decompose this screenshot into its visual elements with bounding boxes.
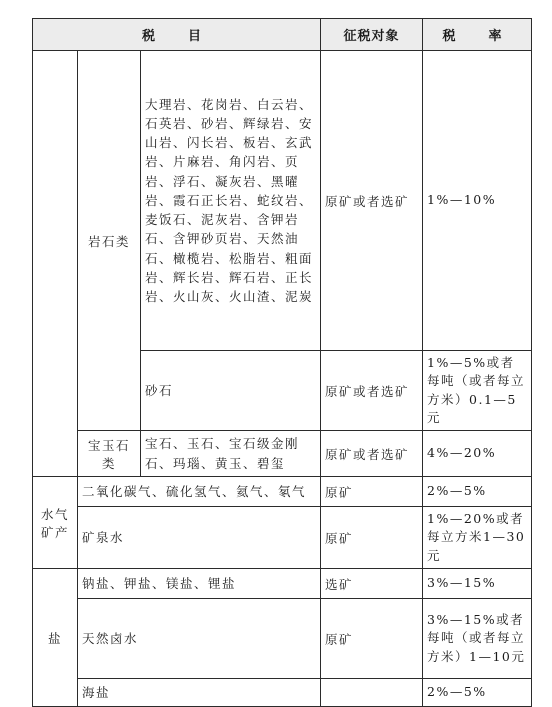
tax-object: 原矿或者选矿 <box>321 351 423 431</box>
tax-items: 大理岩、花岗岩、白云岩、石英岩、砂岩、辉绿岩、安山岩、闪长岩、板岩、玄武岩、片麻岩、角闪岩、页岩、浮石、凝灰岩、黑曜岩、霞石正长岩、蛇纹岩、麦饭石、泥灰岩、含钾岩石、含钾砂页岩、天然油石、橄榄岩、松脂岩、粗面岩、辉长岩、辉石岩、正长岩、火山灰、火山渣、泥炭 <box>141 51 321 351</box>
tax-object: 原矿 <box>321 477 423 507</box>
table-row <box>33 51 532 351</box>
category-nonmetal <box>33 51 78 477</box>
tax-items: 砂石 <box>141 351 321 431</box>
tax-object: 原矿 <box>321 599 423 679</box>
table-row <box>33 477 532 507</box>
tax-rate: 1%—5%或者每吨（或者每立方米）0.1—5元 <box>423 351 532 431</box>
table-row <box>33 599 532 679</box>
table-row <box>33 431 532 477</box>
tax-object: 原矿 <box>321 507 423 569</box>
table-row <box>33 569 532 599</box>
tax-rate: 4%—20% <box>423 431 532 477</box>
tax-object: 原矿或者选矿 <box>321 51 423 351</box>
tax-rate: 2%—5% <box>423 477 532 507</box>
table-row <box>33 679 532 707</box>
tax-items: 宝石、玉石、宝石级金刚石、玛瑙、黄玉、碧玺 <box>141 431 321 477</box>
tax-items: 钠盐、钾盐、镁盐、锂盐 <box>78 569 321 599</box>
header-tax-item: 税 目 <box>33 19 321 51</box>
header-row <box>33 19 532 51</box>
category-water-gas: 水气矿产 <box>33 477 78 569</box>
tax-rate: 3%—15% <box>423 569 532 599</box>
tax-items: 海盐 <box>78 679 321 707</box>
subcategory-gem: 宝玉石类 <box>78 431 141 477</box>
header-tax-rate: 税 率 <box>423 19 532 51</box>
tax-rate: 2%—5% <box>423 679 532 707</box>
tax-object <box>321 679 423 707</box>
tax-object: 选矿 <box>321 569 423 599</box>
tax-items: 天然卤水 <box>78 599 321 679</box>
tax-items: 矿泉水 <box>78 507 321 569</box>
category-salt: 盐 <box>33 569 78 707</box>
tax-rate: 1%—20%或者每立方米1—30元 <box>423 507 532 569</box>
tax-rate-table <box>32 18 532 707</box>
subcategory-rock: 岩石类 <box>78 51 141 431</box>
tax-rate: 1%—10% <box>423 51 532 351</box>
table-row <box>33 507 532 569</box>
tax-items: 二氧化碳气、硫化氢气、氦气、氡气 <box>78 477 321 507</box>
tax-object: 原矿或者选矿 <box>321 431 423 477</box>
header-tax-object: 征税对象 <box>321 19 423 51</box>
tax-rate: 3%—15%或者每吨（或者每立方米）1—10元 <box>423 599 532 679</box>
